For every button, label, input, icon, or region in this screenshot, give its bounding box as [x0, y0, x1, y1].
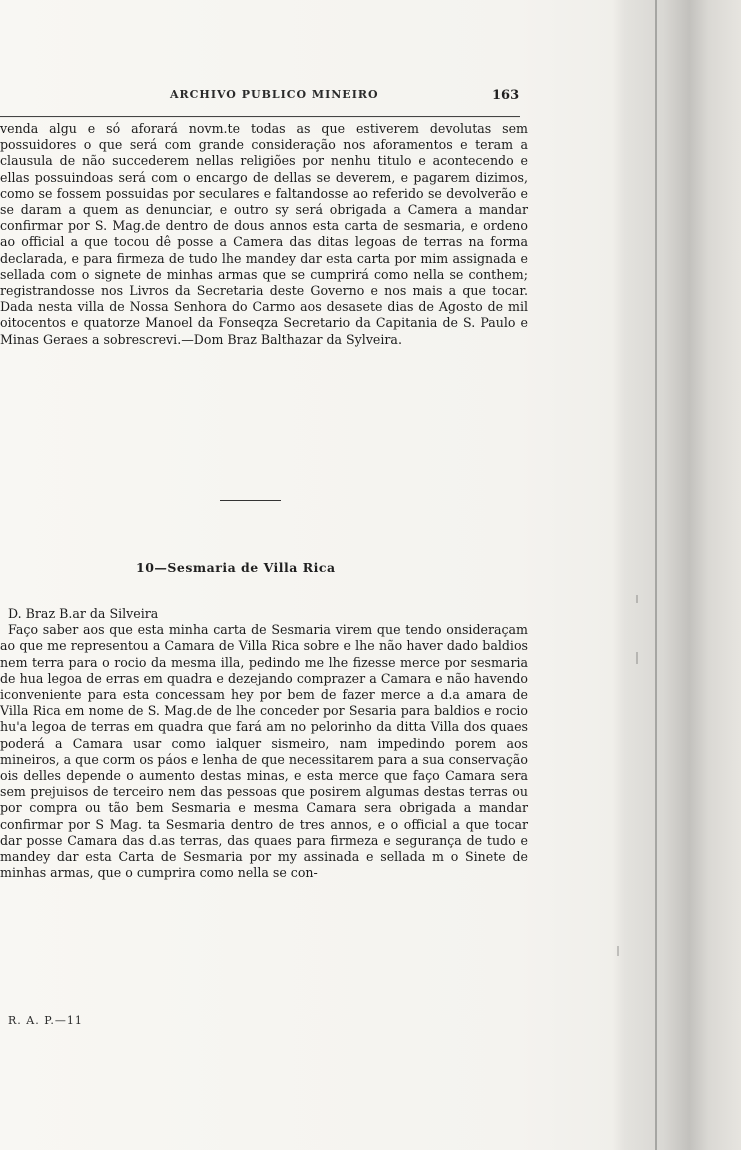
book-gutter-line — [655, 0, 657, 1150]
section-title: 10—Sesmaria de Villa Rica — [136, 560, 336, 575]
page-number: 163 — [492, 88, 520, 103]
section-divider — [220, 500, 281, 501]
sesmaria-text-block — [0, 606, 528, 881]
continued-text-block — [0, 121, 528, 348]
running-title: ARCHIVO PUBLICO MINEIRO — [170, 88, 379, 101]
signature-line: D. Braz B.ar da Silveira — [8, 606, 159, 621]
header-rule — [0, 116, 520, 117]
paragraph-continued: venda algu e só aforará novm.te todas as que estiverem devolutas sem possuidores o que será com grande consideração nos aforamentos e teram a clausula de não succederem nellas religiões por nenhu titulo e acontecendo e ellas possuindoas será com o encargo de dellas se deverem, e pagarem dizimos, como se fossem possuidas por seculares e faltandosse ao referido se devolverão e se daram a quem as denunciar, e outro sy será obrigada a Camera a mandar confirmar por S. Mag.de dentro de dous annos esta carta de sesmaria, e ordeno ao official a que tocou dê posse a Camera das ditas legoas de terras na forma declarada, e para firmeza de tudo lhe mandey dar esta carta por mim assignada e sellada com o signete de minhas armas que se cumprirá como nella se conthem; registrandosse nos Livros da Secretaria deste Governo e nos mais a que tocar. Dada nesta villa de Nossa Senhora do Carmo aos desasete dias de Agosto de mil oitocentos e quatorze Manoel da Fonseqza Secretario da Capitania de S. Paulo e Minas Geraes a sobrescrevi.—Dom Braz Balthazar da Sylveira. — [0, 121, 528, 347]
sesmaria-paragraph: Faço saber aos que esta minha carta de Sesmaria virem que tendo onsideraçam ao que me representou a Camara de Villa Rica sobre e lhe não haver dado baldios nem terra para o rocio da mesma illa, pedindo me lhe fizesse merce por sesmaria de hua legoa de erras em quadra e dezejando comprazer a Camara e não havendo iconveniente para esta concessam hey por bem de fazer merce a d.a amara de Villa Rica em nome de S. Mag.de de lhe conceder por Sesaria para baldios e rocio hu'a legoa de terras em quadra que fará am no pelorinho da ditta Villa dos quaes poderá a Camara usar como ialquer sismeiro, nam impedindo porem aos mineiros, a que corm os páos e lenha de que necessitarem para a sua conservação ois delles depende o aumento destas minas, e esta merce que faço Camara sera sem prejuisos de terceiro nem das pessoas que posirem algumas destas terras ou por compra ou tão bem Sesmaria e mesma Camara sera obrigada a mandar confirmar por S Mag. ta Sesmaria dentro de tres annos, e o official a que tocar dar posse Camara das d.as terras, das quaes para firmeza e segurança de tudo e mandey dar esta Carta de Sesmaria por my assinada e sellada m o Sinete de minhas armas, que o cumprira como nella se con- — [0, 622, 529, 881]
scan-speck — [617, 946, 619, 956]
book-gutter-shadow — [612, 0, 741, 1150]
footer-signature: R. A. P.—11 — [8, 1014, 83, 1027]
scan-speck — [636, 595, 638, 603]
running-header — [0, 88, 560, 106]
scan-speck — [636, 652, 638, 664]
